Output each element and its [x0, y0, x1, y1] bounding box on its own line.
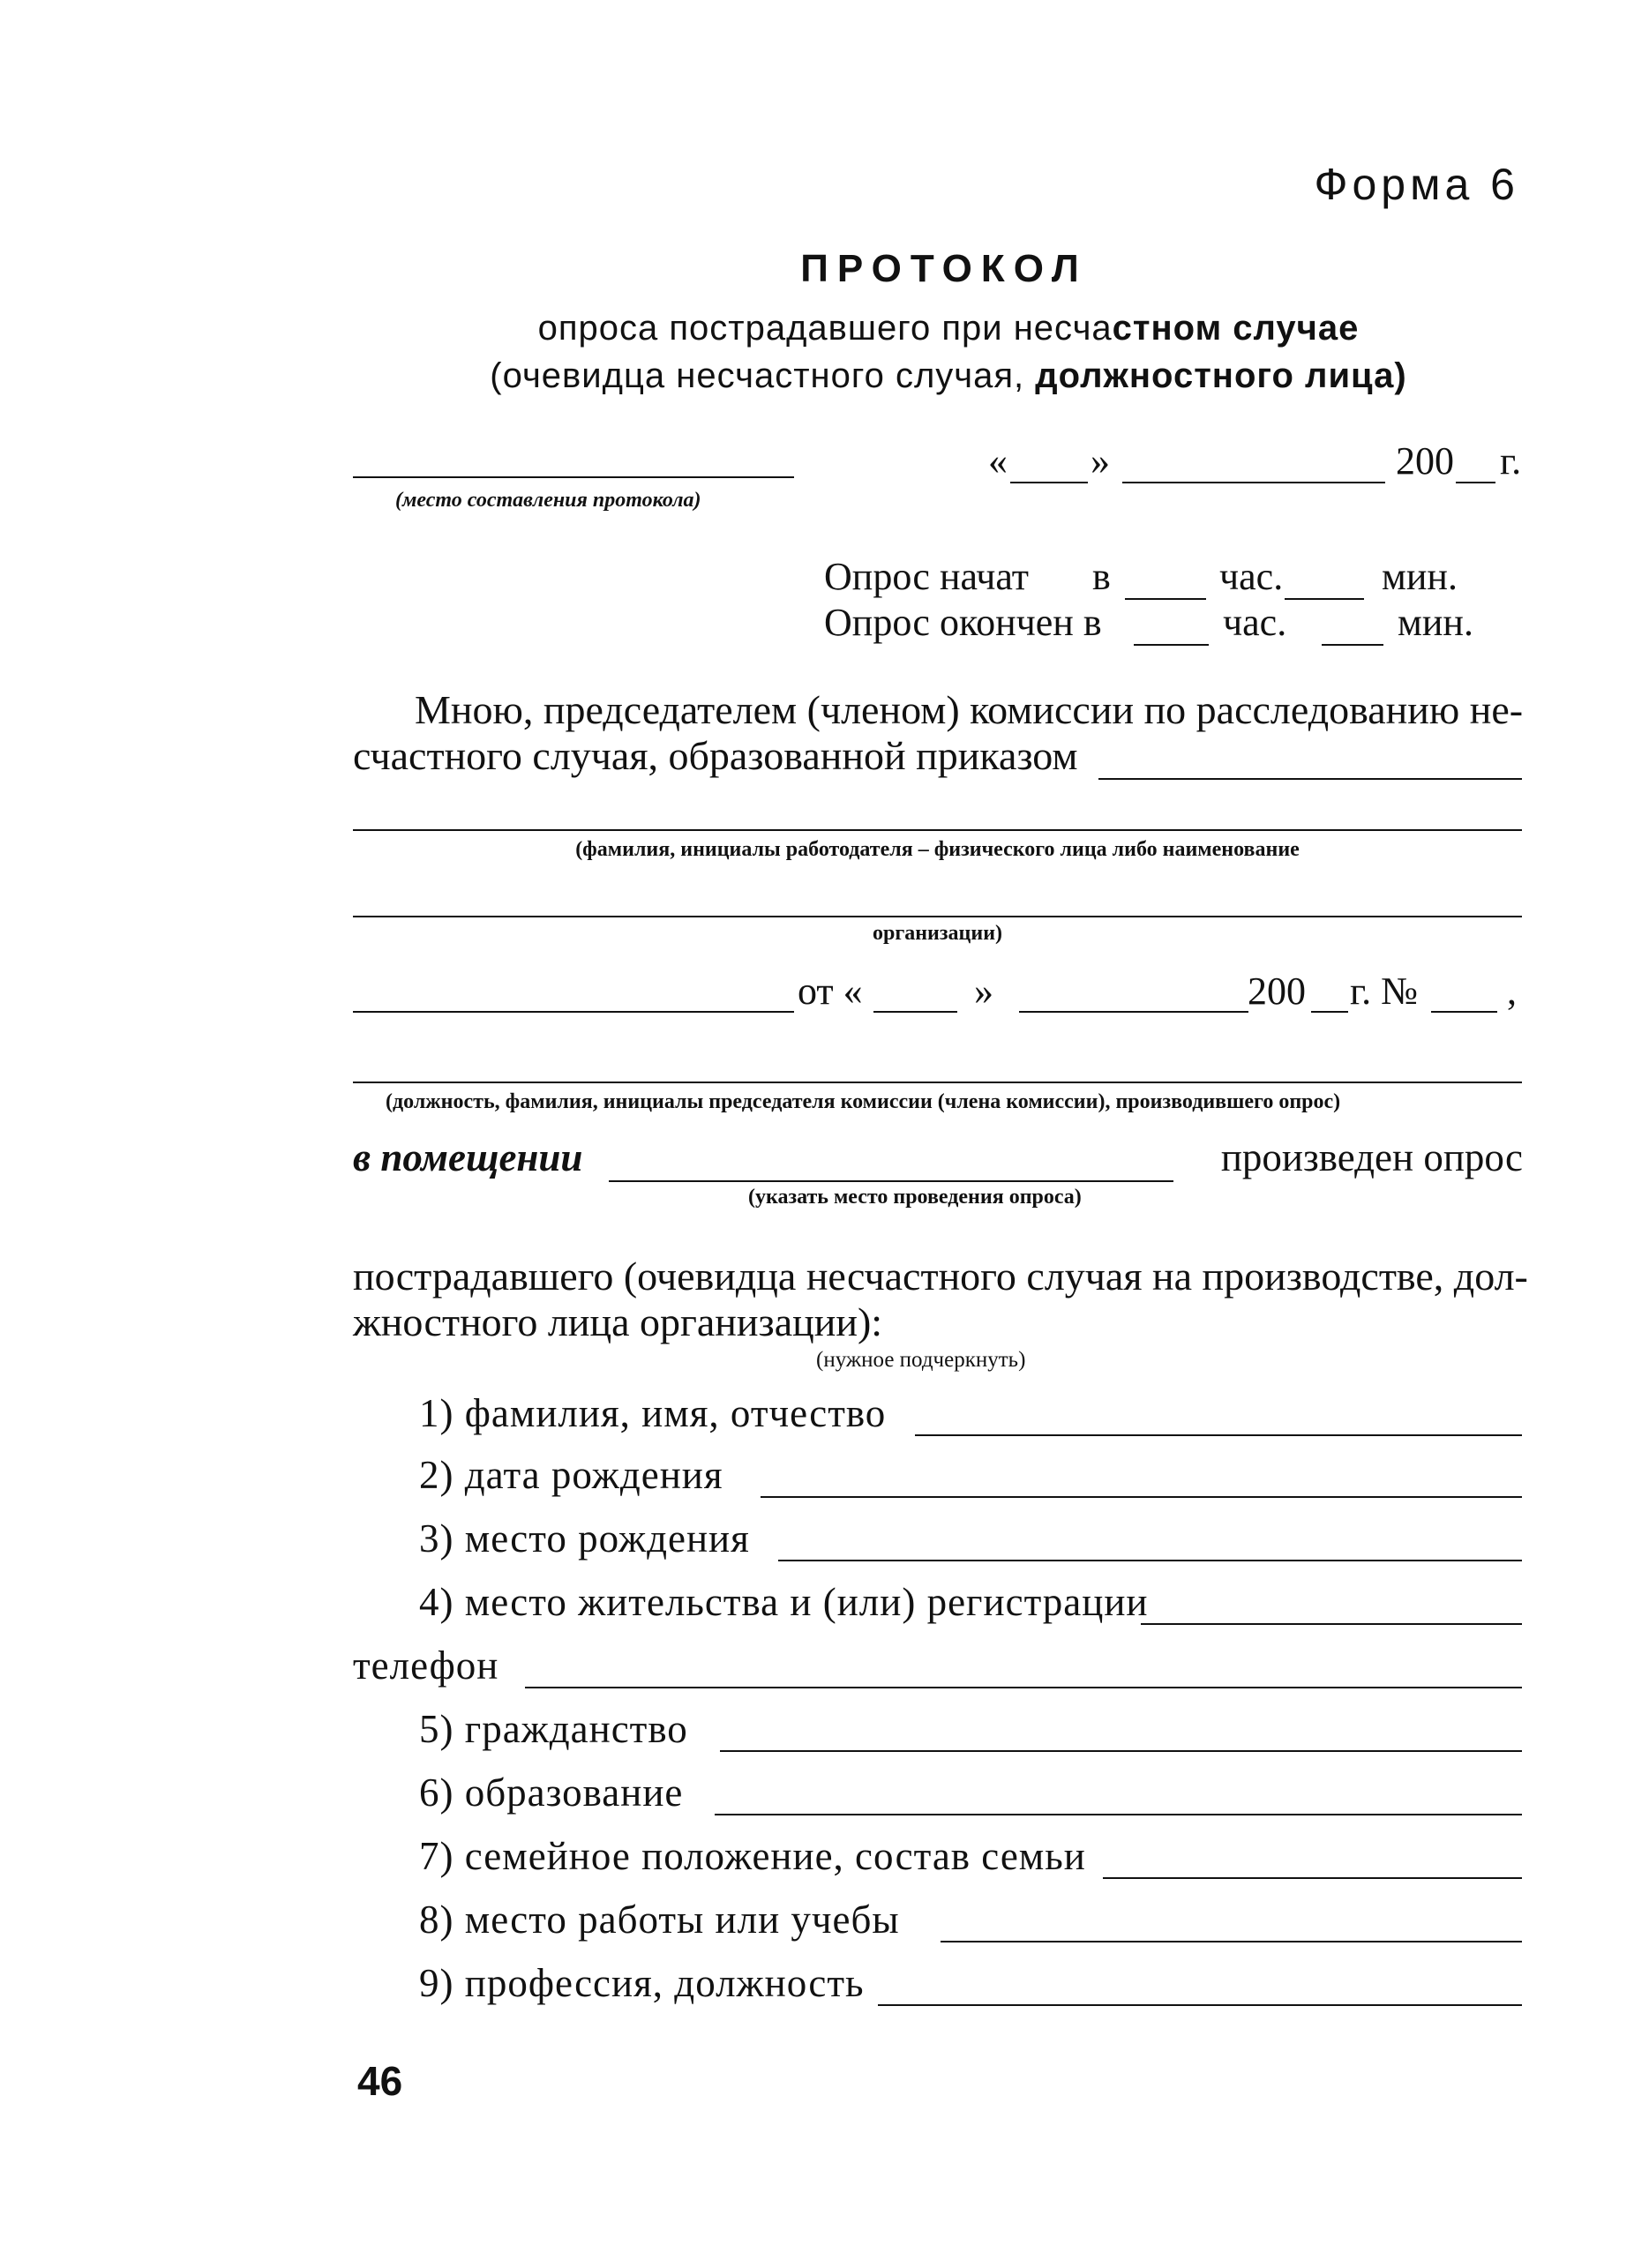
end-hour-label: час.	[1223, 601, 1287, 644]
order-field[interactable]	[1098, 778, 1522, 780]
subtitle-line-1-bold: стном случае	[1112, 309, 1360, 348]
start-hour-label: час.	[1219, 555, 1284, 598]
date-open-quote: «	[988, 439, 1008, 483]
order-close-quote: »	[974, 969, 993, 1013]
place-field[interactable]	[353, 476, 794, 478]
order-year-suffix: г. №	[1350, 969, 1419, 1013]
start-hour-field[interactable]	[1125, 598, 1206, 600]
order-comma: ,	[1507, 969, 1517, 1013]
end-min-field[interactable]	[1322, 644, 1383, 646]
position-field[interactable]	[353, 1082, 1522, 1083]
field-family[interactable]	[1103, 1877, 1522, 1879]
field-profession-label: 9) профессия, должность	[419, 1961, 865, 2005]
date-year: 200	[1396, 439, 1454, 483]
employer-caption-2: организации)	[872, 922, 1003, 945]
order-year-field[interactable]	[1311, 1011, 1348, 1013]
field-workplace-label: 8) место работы или учебы	[419, 1897, 900, 1942]
start-in-label: в	[1092, 555, 1111, 598]
subtitle-line-2	[0, 356, 1634, 396]
field-citizenship-label: 5) гражданство	[419, 1707, 688, 1751]
form-label: Форма 6	[1314, 160, 1519, 209]
employer-caption-1: (фамилия, инициалы работодателя – физического лица либо наименование	[575, 838, 1300, 861]
end-hour-field[interactable]	[1134, 644, 1209, 646]
subtitle-line-1	[0, 309, 1634, 348]
para1-line2: счастного случая, образованной приказом	[353, 733, 1078, 778]
field-birth-place[interactable]	[778, 1560, 1522, 1561]
underline-caption: (нужное подчеркнуть)	[816, 1348, 1026, 1372]
field-phone-label: телефон	[353, 1643, 499, 1688]
order-number-field[interactable]	[1431, 1011, 1497, 1013]
page-number: 46	[357, 2058, 403, 2104]
field-birth-date-label: 2) дата рождения	[419, 1453, 723, 1497]
field-profession[interactable]	[878, 2004, 1522, 2006]
field-education[interactable]	[715, 1814, 1522, 1815]
date-month-field[interactable]	[1122, 482, 1385, 483]
end-label: Опрос окончен в	[824, 601, 1102, 644]
room-field[interactable]	[609, 1180, 1173, 1182]
field-birth-place-label: 3) место рождения	[419, 1516, 750, 1561]
start-label: Опрос начат	[824, 555, 1030, 598]
date-year-field[interactable]	[1456, 482, 1495, 483]
order-month-field[interactable]	[1019, 1011, 1248, 1013]
field-family-label: 7) семейное положение, состав семьи	[419, 1834, 1086, 1878]
date-day-field[interactable]	[1010, 482, 1088, 483]
field-residence-label: 4) место жительства и (или) регистрации	[419, 1580, 1149, 1624]
field-citizenship[interactable]	[720, 1750, 1522, 1752]
field-phone[interactable]	[525, 1687, 1522, 1688]
field-residence[interactable]	[1141, 1623, 1522, 1625]
position-caption: (должность, фамилия, инициалы председателя комиссии (члена комиссии), производившего опрос)	[386, 1090, 1341, 1113]
para2-line1: пострадавшего (очевидца несчастного случая на производстве, дол-	[353, 1254, 1528, 1299]
order-name-field[interactable]	[353, 1011, 794, 1013]
field-workplace[interactable]	[941, 1941, 1522, 1942]
field-full-name[interactable]	[915, 1434, 1522, 1436]
field-education-label: 6) образование	[419, 1770, 684, 1815]
employer-line-2[interactable]	[353, 916, 1522, 917]
subtitle-line-2-bold: должностного лица)	[1035, 356, 1407, 395]
room-caption: (указать место проведения опроса)	[748, 1186, 1082, 1209]
order-day-field[interactable]	[873, 1011, 957, 1013]
employer-line-1[interactable]	[353, 829, 1522, 831]
date-year-suffix: г.	[1500, 439, 1522, 483]
date-close-quote: »	[1091, 439, 1110, 483]
document-title: ПРОТОКОЛ	[800, 247, 1088, 290]
room-label: в помещении	[353, 1135, 583, 1179]
para2-line2: жностного лица организации):	[353, 1299, 883, 1344]
field-birth-date[interactable]	[761, 1496, 1522, 1498]
subtitle-line-2-regular: (очевидца несчастного случая,	[490, 356, 1036, 395]
end-min-label: мин.	[1398, 601, 1473, 644]
start-min-field[interactable]	[1285, 598, 1364, 600]
para1-line1: Мною, председателем (членом) комиссии по расследованию не-	[415, 687, 1524, 732]
order-year: 200	[1248, 969, 1306, 1013]
order-from-label: от «	[798, 969, 863, 1013]
field-full-name-label: 1) фамилия, имя, отчество	[419, 1391, 887, 1435]
subtitle-line-1-regular: опроса пострадавшего при несча	[537, 309, 1113, 348]
place-caption: (место составления протокола)	[395, 489, 701, 512]
start-min-label: мин.	[1382, 555, 1458, 598]
room-right-label: произведен опрос	[1220, 1135, 1523, 1179]
